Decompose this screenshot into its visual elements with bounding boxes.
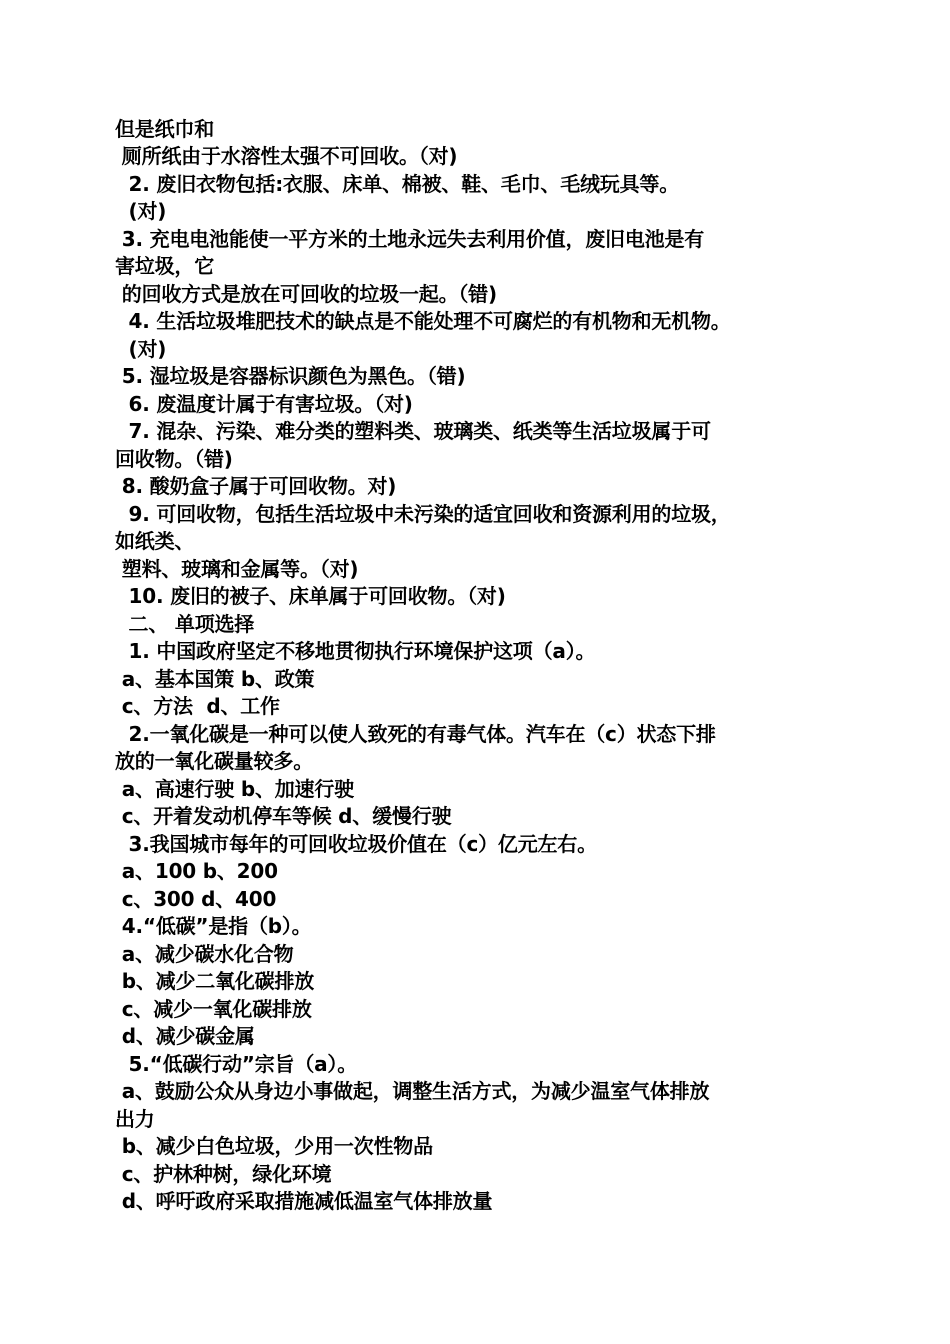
- text-line: a、减少碳水化合物: [115, 942, 294, 966]
- text-line: 害垃圾，它: [115, 254, 214, 278]
- text-line: a、高速行驶 b、加速行驶: [115, 777, 354, 801]
- text-line: 如纸类、: [115, 529, 195, 553]
- text-line: c、护林种树，绿化环境: [115, 1162, 332, 1186]
- text-line: 4. 生活垃圾堆肥技术的缺点是不能处理不可腐烂的有机物和无机物。: [115, 309, 731, 333]
- text-line: 5.“低碳行动”宗旨（a）。: [115, 1052, 358, 1076]
- text-line: 4.“低碳”是指（b）。: [115, 914, 312, 938]
- text-line: d、减少碳金属: [115, 1024, 255, 1048]
- text-line: 2.一氧化碳是一种可以使人致死的有毒气体。汽车在（c）状态下排: [115, 722, 716, 746]
- text-line: b、减少二氧化碳排放: [115, 969, 315, 993]
- text-line: 5. 湿垃圾是容器标识颜色为黑色。（错): [115, 364, 466, 388]
- text-line: c、方法 d、工作: [115, 694, 280, 718]
- text-line: a、100 b、200: [115, 859, 278, 883]
- text-line: (对): [115, 199, 167, 223]
- text-line: c、减少一氧化碳排放: [115, 997, 312, 1021]
- text-line: 但是纸巾和: [115, 117, 214, 141]
- text-line: 7. 混杂、污染、难分类的塑料类、玻璃类、纸类等生活垃圾属于可: [115, 419, 711, 443]
- text-line: 的回收方式是放在可回收的垃圾一起。（错): [115, 282, 497, 306]
- text-line: 3.我国城市每年的可回收垃圾价值在（c）亿元左右。: [115, 832, 597, 856]
- text-line: 回收物。（错): [115, 447, 233, 471]
- text-line: c、开着发动机停车等候 d、缓慢行驶: [115, 804, 452, 828]
- text-line: 9. 可回收物，包括生活垃圾中未污染的适宜回收和资源利用的垃圾，: [115, 502, 731, 526]
- text-line: 10. 废旧的被子、床单属于可回收物。（对): [115, 584, 506, 608]
- text-line: 厕所纸由于水溶性太强不可回收。（对): [115, 144, 458, 168]
- text-line: d、呼吁政府采取措施减低温室气体排放量: [115, 1189, 493, 1213]
- text-line: c、300 d、400: [115, 887, 277, 911]
- text-line: b、减少白色垃圾，少用一次性物品: [115, 1134, 433, 1158]
- text-line: 2. 废旧衣物包括:衣服、床单、棉被、鞋、毛巾、毛绒玩具等。: [115, 172, 680, 196]
- section-heading: 二、 单项选择: [115, 612, 255, 636]
- text-line: 放的一氧化碳量较多。: [115, 749, 313, 773]
- text-line: (对): [115, 337, 167, 361]
- text-line: 塑料、玻璃和金属等。（对): [115, 557, 359, 581]
- text-line: a、鼓励公众从身边小事做起，调整生活方式，为减少温室气体排放: [115, 1079, 710, 1103]
- text-line: 3. 充电电池能使一平方米的土地永远失去利用价值，废旧电池是有: [115, 227, 705, 251]
- text-line: 1. 中国政府坚定不移地贯彻执行环境保护这项（a）。: [115, 639, 596, 663]
- text-line: a、基本国策 b、政策: [115, 667, 315, 691]
- text-line: 8. 酸奶盒子属于可回收物。对): [115, 474, 397, 498]
- text-line: 出力: [115, 1107, 155, 1131]
- text-line: 6. 废温度计属于有害垃圾。（对): [115, 392, 413, 416]
